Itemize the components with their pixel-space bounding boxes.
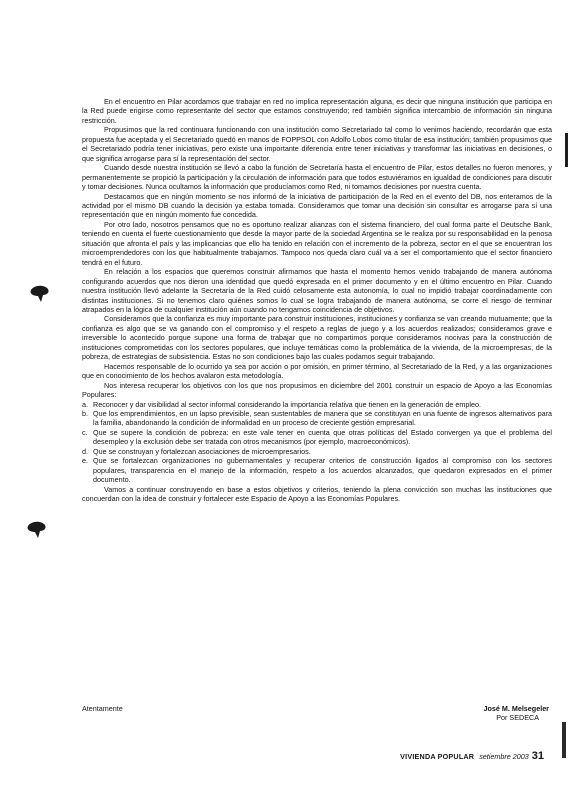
list-item-text: Que se fortalezcan organizaciones no gubernamentales y recuperar criterios de construcción ligados al compromiso con los sectores populares, transparencia en el manejo de la información, respeto a los acuerdos alcanzados, que quedaron expresados en el primer documento.: [93, 456, 552, 485]
page-number: 31: [531, 750, 544, 762]
list-item-text: Que los emprendimientos, en un lapso previsible, sean sustentables de manera que se constituyan en una fuente de ingresos alternativos para la familia, abandonando la condición de informalidad en un proceso de creciente gestión empresarial.: [93, 408, 552, 428]
paragraph: Por otro lado, nosotros pensamos que no es oportuno realizar alianzas con el sistema financiero, del cual forma parte el Deutsche Bank, teniendo en cuenta el fuerte cuestionamiento que desde la mayor parte de la sociedad Argentina se le realiza por su responsabilidad en la penosa situación que afronta el país y las implicancias que ello ha tenido en relación con el incremento de la pobreza, sector en el que se encuentran los microemprendedores con los que habitualmente trabajamos. Tampoco nos queda claro cuál va a ser el comportamiento que el sector financiero tendrá en el futuro.: [82, 219, 552, 267]
list-item: [82, 447, 552, 456]
paragraph: En relación a los espacios que queremos construir afirmamos que hasta el momento hemos venido trabajando de manera autónoma configurando acuerdos que nos dieron una identidad que quedó expresada en el primer documento y en el último encuentro en Pilar. Cuando nuestra institución llevó adelante la Secretaría de la Red cuidó celosamente esta autonomía, lo cual no impidió trabajar coordinadamente con distintas instituciones. Si no tenemos claro quiénes somos lo cual se logra trabajando de manera autónoma, se corre el riesgo de terminar atrapados en la lógica de cualquier institución aún cuando no tengamos coincidencia de objetivos.: [82, 267, 552, 314]
signer-name: José M. Melsegeler: [483, 704, 549, 713]
objectives-list: [82, 400, 552, 485]
list-marker: b.: [82, 408, 88, 418]
ink-blot-icon: [26, 519, 48, 539]
list-item: [82, 409, 552, 428]
paragraph: Nos interesa recuperar los objetivos con los que nos propusimos en diciembre del 2001 construir un espacio de Apoyo a las Economías Populares:: [82, 380, 552, 400]
issue-date: setiembre 2003: [479, 752, 529, 761]
paragraph: Cuando desde nuestra institución se llevó a cabo la función de Secretaría hasta el encuentro de Pilar, estos detalles no fueron menores, y permanentemente se propició la participación y la circulación de información para que todos estuviéramos en igualdad de condiciones para discutir y tomar decisiones. Nunca ocultamos la información que producíamos como Red, ni tomamos decisiones por nuestra cuenta.: [82, 163, 552, 192]
list-marker: a.: [82, 399, 88, 409]
ink-blot-icon: [28, 284, 50, 304]
list-item: [82, 428, 552, 447]
list-marker: d.: [82, 446, 88, 456]
paragraph: Consideramos que la confianza es muy importante para construir instituciones, instituciones y confianza se van creando mutuamente; que la confianza es algo que se va ganando con el compromiso y el respeto a reglas de juego y a los acuerdos realizados; consideramos grave e irreversible lo acontecido porque supone una forma de trabajar que no compartimos porque consideramos nocivas para la construcción de instituciones comprometidas con los sectores populares, que incluye temáticas como la problemática de la vivienda, de la microempresas, de la pobreza, de estrategias de subsistencia. Estas no son condiciones bajo las cuales podamos seguir trabajando.: [82, 314, 552, 362]
page-footer: [400, 750, 544, 763]
letter-body: [82, 97, 552, 503]
signer-organization: Por SEDECA: [496, 713, 539, 722]
scan-edge-mark: [565, 133, 568, 167]
list-item-text: Que se construyan y fortalezcan asociaciones de microempresarios.: [93, 446, 311, 456]
salutation: Atentamente: [82, 704, 123, 713]
closing-row: [82, 704, 552, 726]
closing-paragraph: Vamos a continuar construyendo en base a estos objetivos y criterios, teniendo la plena convicción son muchas las instituciones que concuerdan con la idea de construir y fortalecer este Espacio de Apoyo a las Economías Populares.: [82, 484, 552, 504]
paragraph: Destacamos que en ningún momento se nos informó de la iniciativa de participación de la Red en el evento del DB, nos enteramos de la actividad por el mismo DB cuando la decisión ya estaba tomada. Consideramos que tomar una decisión sin consultar es arrogarse para sí una representación que en ningún momento fue concedida.: [82, 191, 552, 220]
list-item-text: Que se supere la condición de pobreza: en este vale tener en cuenta que otras políticas del Estado convergen ya que el problema del desempleo y la exclusión debe ser tratada con otros mecanismos (por ejemplo, macroeconómicos).: [93, 427, 552, 447]
list-marker: c.: [82, 427, 88, 437]
signature: [483, 704, 549, 722]
scan-edge-mark: [562, 722, 566, 758]
paragraph: Hacemos responsable de lo ocurrido ya sea por acción o por omisión, en primer término, al Secretariado de la Red, y a las organizaciones que en conocimiento de los hechos avalaron esta metodología.: [82, 361, 552, 381]
list-item: [82, 400, 552, 409]
magazine-name: VIVIENDA POPULAR: [400, 752, 475, 761]
paragraph: Propusimos que la red continuara funcionando con una institución como Secretariado tal como lo venimos haciendo, recordarán que esta propuesta fue aceptada y el Secretariado quedó en manos de FOPPSOL con Adolfo Lobos como titular de esa institución; también propusimos que el Secretariado podría tener iniciativas, pero existe una importante diferencia entre tener iniciativas y transformar las iniciativas en decisiones, o que significa arrogarse para sí la representación del sector.: [82, 125, 552, 163]
paragraph: En el encuentro en Pilar acordamos que trabajar en red no implica representación alguna, es decir que ninguna institución que participa en la Red puede erigirse como representante del sector que estamos construyendo; red también significa intercambio de información sin ninguna restricción.: [82, 97, 552, 125]
list-marker: e.: [82, 456, 88, 466]
list-item-text: Reconocer y dar visibilidad al sector informal considerando la importancia relativa que tienen en la generación de empleo.: [93, 399, 481, 409]
list-item: [82, 456, 552, 484]
